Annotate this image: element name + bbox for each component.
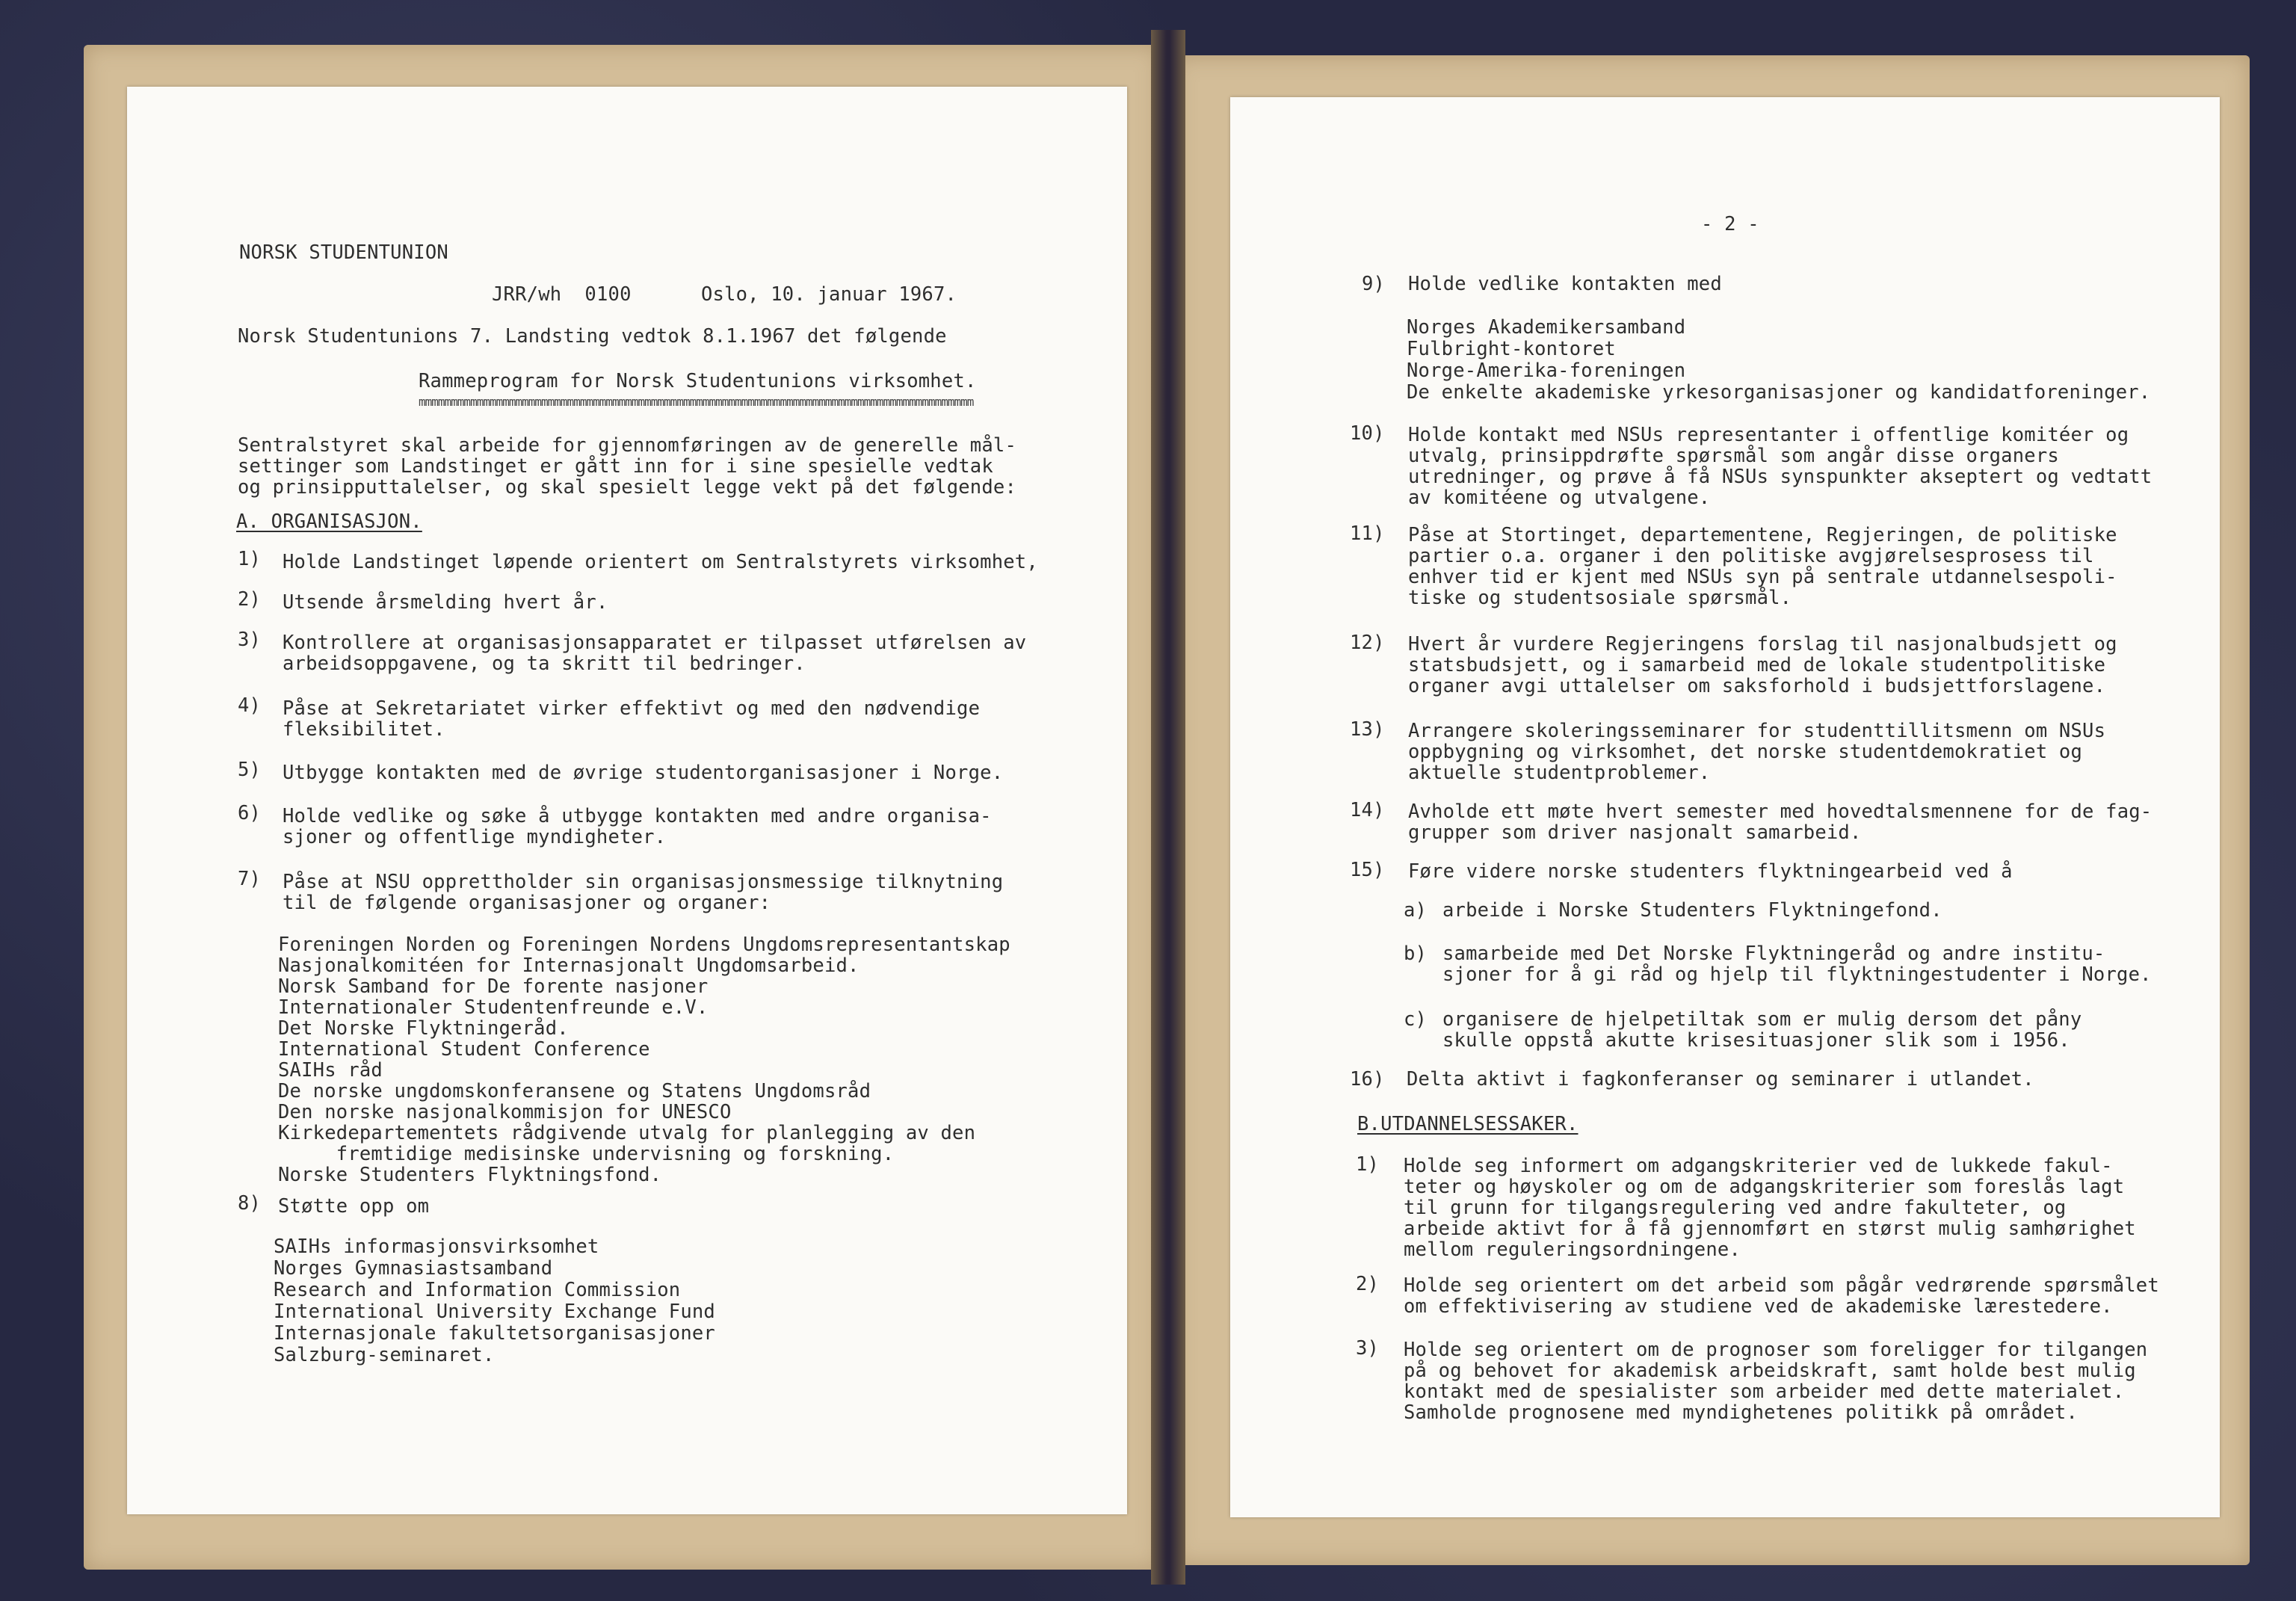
item-text: Holde vedlike og søke å utbygge kontakten med andre organisa-	[283, 805, 992, 827]
org-entry: fremtidige medisinske undervisning og forskning.	[278, 1143, 895, 1165]
item-number: 10)	[1350, 422, 1385, 445]
item-text: fleksibilitet.	[283, 718, 445, 741]
item-number: 3)	[1356, 1337, 1380, 1360]
item-text: partier o.a. organer i den politiske avgjørelsesprosess til	[1408, 545, 2094, 567]
item-text: Utbygge kontakten med de øvrige studentorganisasjoner i Norge.	[283, 762, 1004, 784]
item-text: Utsende årsmelding hvert år.	[283, 591, 608, 614]
paragraph-line: settinger som Landstinget er gått inn for i sine spesielle vedtak	[238, 455, 993, 478]
item-text: Samholde prognosene med myndighetenes politikk på området.	[1404, 1401, 2079, 1424]
item-text: om effektivisering av studiene ved de akademiske lærestedere.	[1404, 1295, 2113, 1318]
org-entry: Internationaler Studentenfreunde e.V.	[278, 996, 709, 1019]
item-number: 4)	[238, 694, 262, 717]
item-text: på og behovet for akademisk arbeidskraft, samt holde best mulig	[1404, 1360, 2136, 1382]
org-entry: Norsk Samband for De forente nasjoner	[278, 975, 709, 998]
item-number: 1)	[238, 548, 262, 570]
org-entry: Nasjonalkomitéen for Internasjonalt Ungdomsarbeid.	[278, 954, 860, 977]
org-entry: International University Exchange Fund	[274, 1301, 715, 1323]
item-text: teter og høyskoler og om de adgangskriterier som foreslås lagt	[1404, 1176, 2125, 1198]
org-entry: Norge-Amerika-foreningen	[1407, 360, 1686, 382]
item-number: 2)	[1356, 1273, 1380, 1295]
org-entry: International Student Conference	[278, 1038, 650, 1061]
item-number: 15)	[1350, 859, 1385, 881]
title-underline: mmmmmmmmmmmmmmmmmmmmmmmmmmmmmmmmmmmmmmmmmmmmmmmmmmmmmmmmmmmmmmmmmmmmmmmmmmmmmmmmmmmmmm	[419, 395, 974, 409]
org-entry: SAIHs råd	[278, 1059, 383, 1082]
item-text: Holde seg orientert om det arbeid som pågår vedrørende spørsmålet	[1404, 1274, 2159, 1297]
item-text: Holde seg informert om adgangskriterier ved de lukkede fakul-	[1404, 1155, 2113, 1177]
org-entry: Kirkedepartementets rådgivende utvalg for planlegging av den	[278, 1122, 976, 1144]
org-entry: Norges Akademikersamband	[1407, 316, 1686, 339]
item-number: 13)	[1350, 718, 1385, 741]
item-text: Kontrollere at organisasjonsapparatet er tilpasset utførelsen av	[283, 632, 1027, 654]
item-text: Holde Landstinget løpende orientert om Sentralstyrets virksomhet,	[283, 551, 1038, 573]
org-entry: Norske Studenters Flyktningsfond.	[278, 1164, 662, 1186]
item-text: statsbudsjett, og i samarbeid med de lokale studentpolitiske	[1408, 654, 2106, 676]
book-gutter	[1151, 30, 1185, 1585]
item-text: av komitéene og utvalgene.	[1408, 487, 1711, 509]
org-entry: Norges Gymnasiastsamband	[274, 1257, 553, 1280]
page-number: - 2 -	[1701, 213, 1759, 235]
item-text: Støtte opp om	[278, 1195, 430, 1218]
org-entry: De enkelte akademiske yrkesorganisasjoner og kandidatforeninger.	[1407, 381, 2151, 404]
item-text: Føre videre norske studenters flyktningearbeid ved å	[1408, 860, 2013, 883]
item-text: Avholde ett møte hvert semester med hovedtalsmennene for de fag-	[1408, 800, 2152, 823]
item-text: Holde kontakt med NSUs representanter i offentlige komitéer og	[1408, 424, 2129, 446]
item-text: Påse at Stortinget, departementene, Regjeringen, de politiske	[1408, 524, 2117, 546]
item-text: Delta aktivt i fagkonferanser og seminarer i utlandet.	[1407, 1068, 2034, 1091]
item-text: kontakt med de spesialister som arbeider med dette materialet.	[1404, 1381, 2125, 1403]
org-entry: Internasjonale fakultetsorganisasjoner	[274, 1322, 715, 1345]
sub-item-letter: c)	[1404, 1008, 1428, 1031]
org-entry: Den norske nasjonalkommisjon for UNESCO	[278, 1101, 732, 1123]
item-text: enhver tid er kjent med NSUs syn på sentrale utdannelsespoli-	[1408, 566, 2117, 588]
org-entry: Det Norske Flyktningeråd.	[278, 1017, 569, 1040]
item-text: Holde seg orientert om de prognoser som foreligger for tilgangen	[1404, 1339, 2148, 1361]
item-text: sjoner for å gi råd og hjelp til flyktningestudenter i Norge.	[1442, 963, 2152, 986]
item-number: 6)	[238, 802, 262, 824]
item-text: Arrangere skoleringsseminarer for studenttillitsmenn om NSUs	[1408, 720, 2106, 742]
item-number: 16)	[1350, 1068, 1385, 1091]
item-text: samarbeide med Det Norske Flyktningeråd og andre institu-	[1442, 943, 2105, 965]
section-b-heading: B.UTDANNELSESSAKER.	[1357, 1113, 1578, 1135]
item-text: arbeide aktivt for å få gjennomført en størst mulig samhørighet	[1404, 1218, 2136, 1240]
sub-item-letter: a)	[1404, 899, 1428, 922]
intro-line: Norsk Studentunions 7. Landsting vedtok 8.1.1967 det følgende	[238, 325, 947, 348]
paragraph-line: Sentralstyret skal arbeide for gjennomføringen av de generelle mål-	[238, 434, 1017, 457]
paragraph-line: og prinsipputtalelser, og skal spesielt legge vekt på det følgende:	[238, 476, 1017, 499]
item-number: 11)	[1350, 522, 1385, 545]
item-text: utvalg, prinsippdrøfte spørsmål som angår disse organers	[1408, 445, 2059, 467]
section-a-heading: A. ORGANISASJON.	[236, 510, 422, 533]
right-document-sheet	[1230, 97, 2220, 1517]
reference-date: JRR/wh 0100 Oslo, 10. januar 1967.	[492, 283, 957, 306]
org-entry: Salzburg-seminaret.	[274, 1344, 495, 1366]
item-text: skulle oppstå akutte krisesituasjoner slik som i 1956.	[1442, 1029, 2070, 1052]
org-entry: SAIHs informasjonsvirksomhet	[274, 1236, 599, 1258]
item-text: Påse at Sekretariatet virker effektivt og med den nødvendige	[283, 697, 981, 720]
item-text: til grunn for tilgangsregulering ved andre fakulteter, og	[1404, 1197, 2067, 1219]
item-text: organer avgi uttalelser om saksforhold i budsjettforslagene.	[1408, 675, 2106, 697]
item-text: mellom reguleringsordningene.	[1404, 1238, 1741, 1261]
item-text: tiske og studentsosiale spørsmål.	[1408, 587, 1792, 609]
item-text: sjoner og offentlige myndigheter.	[283, 826, 667, 848]
item-number: 2)	[238, 588, 262, 611]
org-entry: Fulbright-kontoret	[1407, 338, 1616, 360]
item-number: 8)	[238, 1192, 262, 1215]
sub-item-letter: b)	[1404, 943, 1428, 965]
org-heading: NORSK STUDENTUNION	[239, 241, 448, 264]
item-text: Holde vedlike kontakten med	[1408, 273, 1722, 295]
item-text: aktuelle studentproblemer.	[1408, 762, 1711, 784]
org-entry: Research and Information Commission	[274, 1279, 681, 1301]
item-number: 14)	[1350, 799, 1385, 821]
item-text: utredninger, og prøve å få NSUs synspunkter akseptert og vedtatt	[1408, 466, 2152, 488]
item-text: Hvert år vurdere Regjeringens forslag til nasjonalbudsjett og	[1408, 633, 2117, 655]
item-number: 9)	[1362, 273, 1386, 295]
item-number: 1)	[1356, 1153, 1380, 1176]
document-title: Rammeprogram for Norsk Studentunions virksomhet.	[419, 370, 977, 392]
item-number: 7)	[238, 868, 262, 890]
org-entry: Foreningen Norden og Foreningen Nordens Ungdomsrepresentantskap	[278, 934, 1010, 956]
item-number: 5)	[238, 759, 262, 781]
item-number: 3)	[238, 629, 262, 651]
left-document-sheet	[127, 87, 1127, 1514]
org-entry: De norske ungdomskonferansene og Statens Ungdomsråd	[278, 1080, 871, 1102]
item-number: 12)	[1350, 632, 1385, 654]
item-text: Påse at NSU opprettholder sin organisasjonsmessige tilknytning	[283, 871, 1004, 893]
item-text: organisere de hjelpetiltak som er mulig dersom det påny	[1442, 1008, 2082, 1031]
item-text: oppbygning og virksomhet, det norske studentdemokratiet og	[1408, 741, 2083, 763]
item-text: arbeide i Norske Studenters Flyktningefond.	[1442, 899, 1942, 922]
item-text: til de følgende organisasjoner og organer:	[283, 892, 771, 914]
item-text: grupper som driver nasjonalt samarbeid.	[1408, 821, 1862, 844]
item-text: arbeidsoppgavene, og ta skritt til bedringer.	[283, 653, 806, 675]
